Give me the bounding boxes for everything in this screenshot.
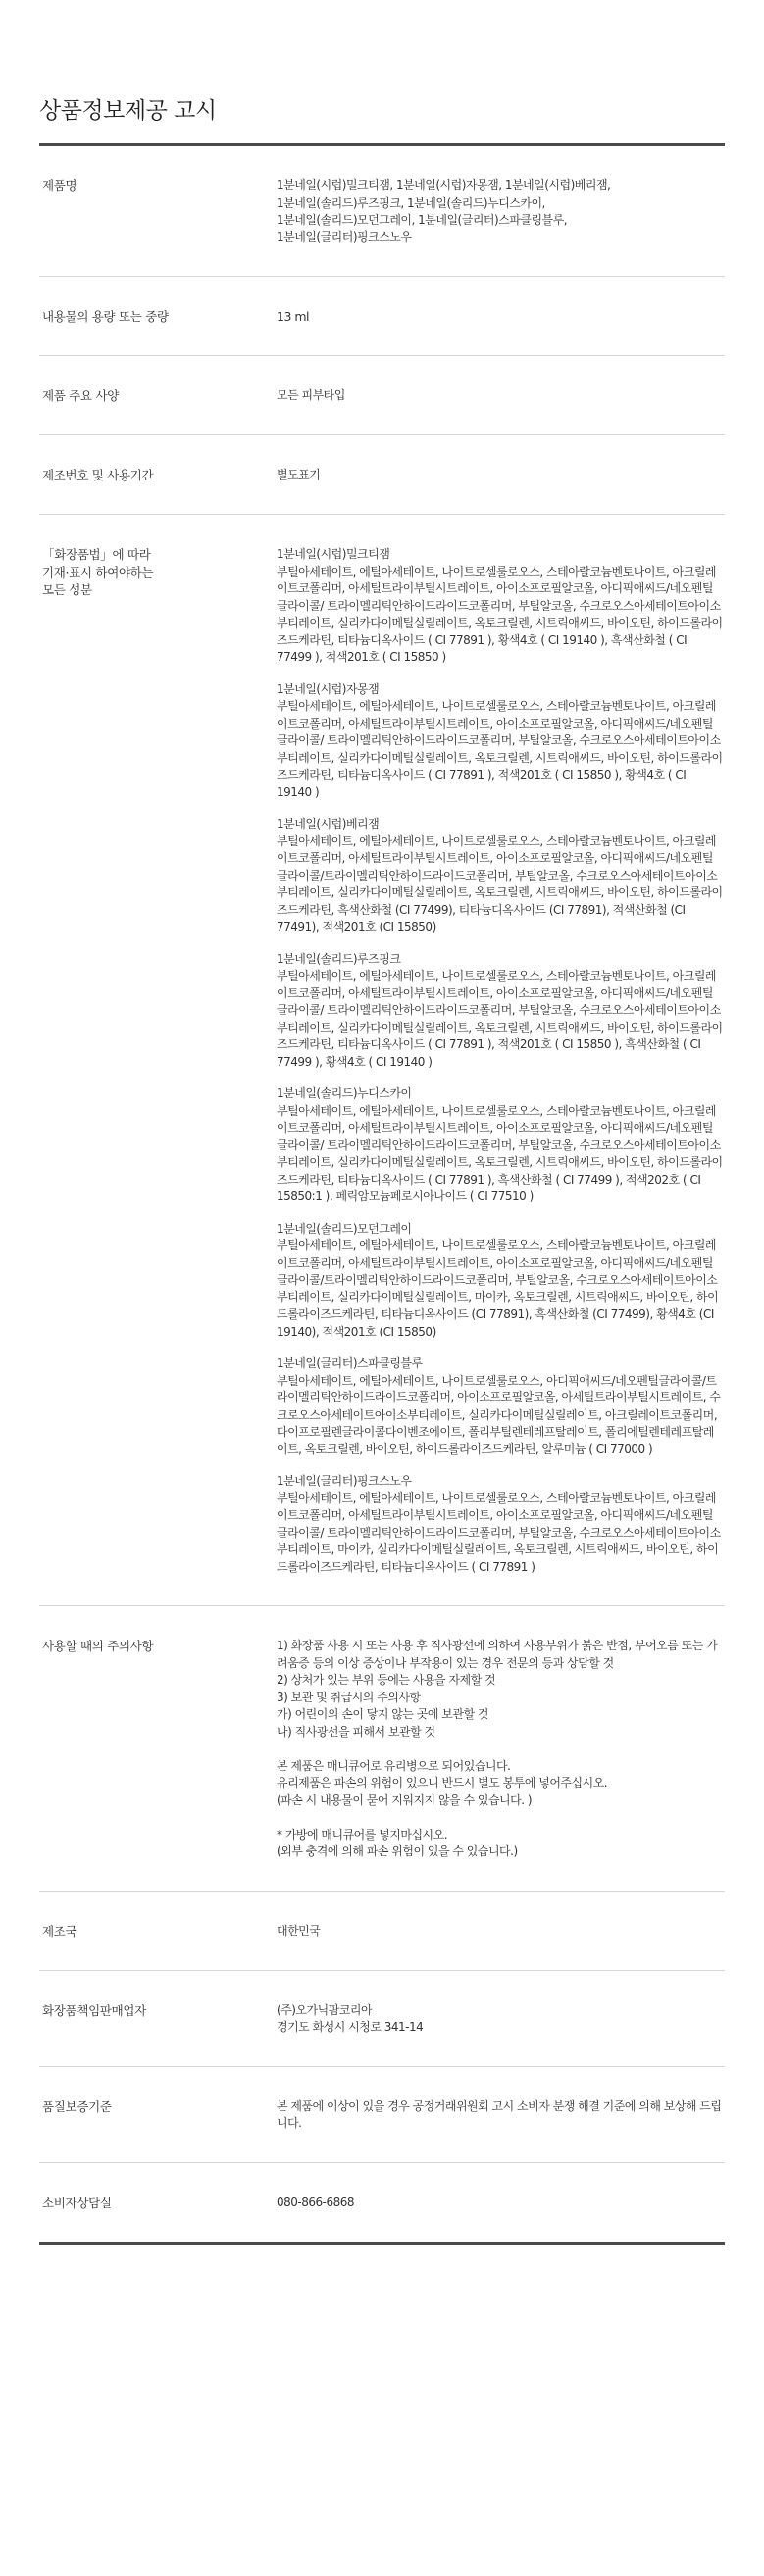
ingredient-list-text: 부틸아세테이트, 에틸아세테이트, 나이트로셀룰로오스, 스테아랄코늄벤토나이트, 아크릴레이트코폴리머, 아세틸트라이부틸시트레이트, 아이소프로필알코올, 아디픽애씨드/네오펜틸글라이콜/ 트라이멜리틱안하이드라이드코폴리머, 부틸알코올, 수크로오스아세테이트아이소부티레이트, 실리카다이메틸실릴레이트, 옥토크릴렌, 시트릭애씨드, 바이오틴, 하이드롤라이즈드케라틴, 티타늄디옥사이드 ( CI 77891 ), 황색4호 ( CI 19140 ), 흑색산화철 ( CI 77499 ), 적색201호 ( CI 15850 ) [277,564,723,664]
lot-expiry-value: 별도표기 [277,468,321,481]
capacity-value: 13 ml [277,309,310,324]
row-capacity [39,277,725,356]
customer-service-label: 소비자상담실 [42,2195,112,2210]
ingredient-item [277,546,723,667]
precautions-label: 사용할 때의 주의사항 [42,1639,154,1653]
lot-expiry-label: 제조번호 및 사용기간 [42,468,154,482]
ingredient-item [277,1221,723,1341]
product-info-table [39,146,725,2245]
row-ingredients [39,515,725,1606]
ingredient-list-text: 부틸아세테이트, 에틸아세테이트, 나이트로셀룰로오스, 스테아랄코늄벤토나이트, 아크릴레이트코폴리머, 아세틸트라이부틸시트레이트, 아이소프로필알코올, 아디픽애씨드/네오펜틸글라이콜/ 트라이멜리틱안하이드라이드코폴리머, 부틸알코올, 수크로오스아세테이트아이소부티레이트, 실리카다이메틸실릴레이트, 옥토크릴렌, 시트릭애씨드, 바이오틴, 하이드롤라이즈드케라틴, 티타늄디옥사이드 ( CI 77891 ), 흑색산화철 ( CI 77499 ), 적색202호 ( CI 15850:1 ), 페릭암모늄페로시아나이드 ( CI 77510 ) [277,1103,723,1203]
ingredient-list-text: 부틸아세테이트, 에틸아세테이트, 나이트로셀룰로오스, 스테아랄코늄벤토나이트, 아크릴레이트코폴리머, 아세틸트라이부틸시트레이트, 아이소프로필알코올, 아디픽애씨드/네오펜틸글라이콜/ 트라이멜리틱안하이드라이드코폴리머, 부틸알코올, 수크로오스아세테이트아이소부티레이트, 실리카다이메틸실릴레이트, 옥토크릴렌, 시트릭애씨드, 바이오틴, 하이드롤라이즈드케라틴, 티타늄디옥사이드 ( CI 77891 ), 적색201호 ( CI 15850 ), 황색4호 ( CI 19140 ) [277,699,723,799]
ingredient-item [277,682,723,802]
ingredient-product-name: 1분네일(시럽)베리잼 [277,817,380,831]
ingredient-list-text: 부틸아세테이트, 에틸아세테이트, 나이트로셀룰로오스, 스테아랄코늄벤토나이트, 아크릴레이트코폴리머, 아세틸트라이부틸시트레이트, 아이소프로필알코올, 아디픽애씨드/네오펜틸글라이콜/ 트라이멜리틱안하이드라이드코폴리머, 부틸알코올, 수크로오스아세테이트아이소부티레이트, 실리카다이메틸실릴레이트, 옥토크릴렌, 시트릭애씨드, 바이오틴, 하이드롤라이즈드케라틴, 티타늄디옥사이드 ( CI 77891 ), 적색201호 ( CI 15850 ), 흑색산화철 ( CI 77499 ), 황색4호 ( CI 19140 ) [277,969,723,1069]
ingredient-list-text: 부틸아세테이트, 에틸아세테이트, 나이트로셀룰로오스, 아디픽애씨드/네오펜틸글라이콜/트라이멜리틱안하이드라이드코폴리머, 아이소프로필알코올, 아세틸트라이부틸시트레이트, 수크로오스아세테이트아이소부티레이트, 실리카다이메틸실릴레이트, 아크릴레이트코폴리머, 다이프로필렌글라이콜다이벤조에이트, 폴리부틸렌테레프탈레이트, 폴리에틸렌테레프탈레이트, 옥토크릴렌, 바이오틴, 하이드롤라이즈드케라틴, 알루미늄 ( CI 77000 ) [277,1373,721,1456]
specs-label: 제품 주요 사양 [42,388,119,403]
ingredients-label-line: 모든 성분 [42,582,92,597]
row-lot-expiry [39,435,725,515]
page-title: 상품정보제공 고시 [39,98,217,124]
ingredient-product-name: 1분네일(글리터)핑크스노우 [277,1474,412,1488]
ingredient-list-text: 부틸아세테이트, 에틸아세테이트, 나이트로셀룰로오스, 스테아랄코늄벤토나이트, 아크릴레이트코폴리머, 아세틸트라이부틸시트레이트, 아이소프로필알코올, 아디픽애씨드/네오펜틸글라이콜/트라이멜리틱안하이드라이드코폴리머, 부틸알코올, 수크로오스아세테이트아이소부티레이트, 실리카다이메틸실릴레이트, 옥토크릴렌, 시트릭애씨드, 바이오틴, 하이드롤라이즈드케라틴, 흑색산화철 (CI 77499), 티타늄디옥사이드 (CI 77891), 적색산화철 (CI 77491), 적색201호 (CI 15850) [277,833,723,934]
country-value: 대한민국 [277,1923,321,1938]
ingredient-list-text: 부틸아세테이트, 에틸아세테이트, 나이트로셀룰로오스, 스테아랄코늄벤토나이트, 아크릴레이트코폴리머, 아세틸트라이부틸시트레이트, 아이소프로필알코올, 아디픽애씨드/네오펜틸글라이콜/ 트라이멜리틱안하이드라이드코폴리머, 부틸알코올, 수크로오스아세테이트아이소부티레이트, 마이카, 실리카다이메틸실릴레이트, 옥토크릴렌, 시트릭애씨드, 바이오틴, 하이드롤라이즈드케라틴, 티타늄디옥사이드 ( CI 77891 ) [277,1490,721,1574]
responsible-seller-label: 화장품책임판매업자 [42,2002,146,2018]
ingredient-product-name: 1분네일(솔리드)누디스카이 [277,1086,412,1100]
ingredient-product-name: 1분네일(솔리드)모던그레이 [277,1221,412,1236]
ingredients-label-line: 「화장품법」에 따라 [42,547,151,562]
ingredient-product-name: 1분네일(솔리드)루즈핑크 [277,951,401,966]
row-quality-guarantee [39,2066,725,2162]
row-precautions [39,1606,725,1892]
ingredient-product-name: 1분네일(시럽)밀크티잼 [277,547,390,561]
specs-value: 모든 피부타입 [277,388,345,402]
responsible-seller-value: (주)오가닉팜코리아 경기도 화성시 시청로 341-14 [277,2002,424,2034]
ingredient-list-text: 부틸아세테이트, 에틸아세테이트, 나이트로셀룰로오스, 스테아랄코늄벤토나이트, 아크릴레이트코폴리머, 아세틸트라이부틸시트레이트, 아이소프로필알코올, 아디픽애씨드/네오펜틸글라이콜/트라이멜리틱안하이드라이드코폴리머, 부틸알코올, 수크로오스아세테이트아이소부티레이트, 실리카다이메틸실릴레이트, 마이카, 옥토크릴렌, 시트릭애씨드, 바이오틴, 하이드롤라이즈드케라틴, 티타늄디옥사이드 (CI 77891), 흑색산화철 (CI 77499), 황색4호 (CI 19140), 적색201호 (CI 15850) [277,1238,719,1339]
row-country [39,1891,725,1970]
ingredient-product-name: 1분네일(글리터)스파클링블루 [277,1356,423,1370]
ingredients-value [277,515,725,1606]
ingredient-item [277,816,723,936]
ingredient-item [277,1355,723,1458]
ingredients-label [39,515,277,1606]
customer-service-value: 080-866-6868 [277,2195,355,2209]
quality-guarantee-label: 품질보증기준 [42,2098,112,2114]
row-product-name [39,146,725,277]
product-name-label: 제품명 [42,178,77,193]
ingredients-label-line: 기재·표시 하여야하는 [42,565,154,580]
ingredient-item [277,1086,723,1206]
ingredient-product-name: 1분네일(시럽)자몽잼 [277,682,380,696]
capacity-label: 내용물의 용량 또는 중량 [42,309,169,324]
row-customer-service [39,2162,725,2243]
ingredient-item [277,951,723,1072]
country-label: 제조국 [42,1923,77,1939]
quality-guarantee-value: 본 제품에 이상이 있을 경우 공정거래위원회 고시 소비자 분쟁 해결 기준에 의해 보상해 드립니다. [277,2098,722,2130]
product-name-value: 1분네일(시럽)밀크티잼, 1분네일(시럽)자몽잼, 1분네일(시럽)베리잼, 1분네일(솔리드)루즈핑크, 1분네일(솔리드)누디스카이, 1분네일(솔리드)모던그레이, 1분네일(글리터)스파클링블루, 1분네일(글리터)핑크스노우 [277,178,611,244]
precautions-value: 1) 화장품 사용 시 또는 사용 후 직사광선에 의하여 사용부위가 붉은 반점, 부어오름 또는 가려움증 등의 이상 증상이나 부작용이 있는 경우 전문의 등과 상담할 것 2) 상처가 있는 부위 등에는 사용을 자제할 것 3) 보관 및 취급시의 주의사항 가) 어린이의 손이 닿지 않는 곳에 보관할 것 나) 직사광선을 피해서 보관할 것 본 제품은 매니큐어로 유리병으로 되어있습니다. 유리제품은 파손의 위험이 있으니 반드시 별도 봉투에 넣어주십시오. (파손 시 내용물이 묻어 지워지지 않을 수 있습니다. ) * 가방에 매니큐어를 넣지마십시오. (외부 충격에 의해 파손 위험이 있을 수 있습니다.) [277,1639,718,1858]
ingredient-item [277,1473,723,1576]
row-responsible-seller [39,1970,725,2066]
row-specs [39,356,725,435]
